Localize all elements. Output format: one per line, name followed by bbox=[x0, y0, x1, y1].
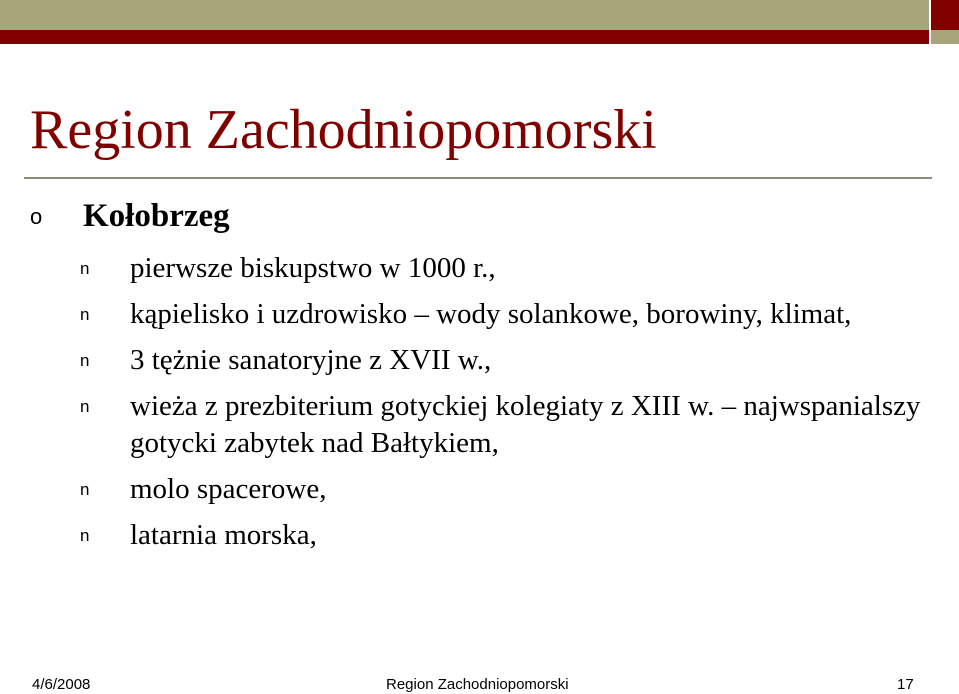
top-accent-stripe bbox=[0, 30, 929, 44]
list-item-text: 3 tężnie sanatoryjne z XVII w., bbox=[130, 344, 492, 376]
footer-title: Region Zachodniopomorski bbox=[386, 676, 569, 693]
list-item-text: molo spacerowe, bbox=[130, 473, 327, 505]
section-heading-text: Kołobrzeg bbox=[83, 198, 230, 234]
top-accent-bar bbox=[0, 0, 929, 31]
square-bullet-icon: n bbox=[80, 480, 90, 499]
list-item bbox=[80, 388, 940, 462]
square-bullet-icon: n bbox=[80, 259, 90, 278]
page-number: 17 bbox=[897, 676, 914, 693]
circle-bullet-icon: o bbox=[30, 204, 43, 229]
square-bullet-icon: n bbox=[80, 305, 90, 324]
list-item bbox=[80, 517, 940, 554]
list-item bbox=[80, 342, 940, 379]
list-item bbox=[80, 296, 940, 333]
square-bullet-icon: n bbox=[80, 397, 90, 416]
list-item-text: pierwsze biskupstwo w 1000 r., bbox=[130, 252, 496, 284]
bullet-list bbox=[80, 250, 940, 563]
footer-date: 4/6/2008 bbox=[32, 676, 91, 693]
square-bullet-icon: n bbox=[80, 526, 90, 545]
list-item bbox=[80, 471, 940, 508]
list-item-text: latarnia morska, bbox=[130, 519, 317, 551]
title-divider bbox=[24, 177, 932, 179]
list-item-text: kąpielisko i uzdrowisko – wody solankowe, borowiny, klimat, bbox=[130, 298, 852, 330]
corner-accent-top bbox=[931, 0, 959, 30]
square-bullet-icon: n bbox=[80, 351, 90, 370]
slide-title: Region Zachodniopomorski bbox=[30, 99, 657, 161]
slide-footer bbox=[0, 675, 959, 694]
corner-accent-bottom bbox=[931, 30, 959, 44]
list-item bbox=[80, 250, 940, 287]
list-item-text: wieża z prezbiterium gotyckiej kolegiaty z XIII w. – najwspanialszy gotycki zabytek nad Bałtykiem, bbox=[130, 390, 921, 459]
